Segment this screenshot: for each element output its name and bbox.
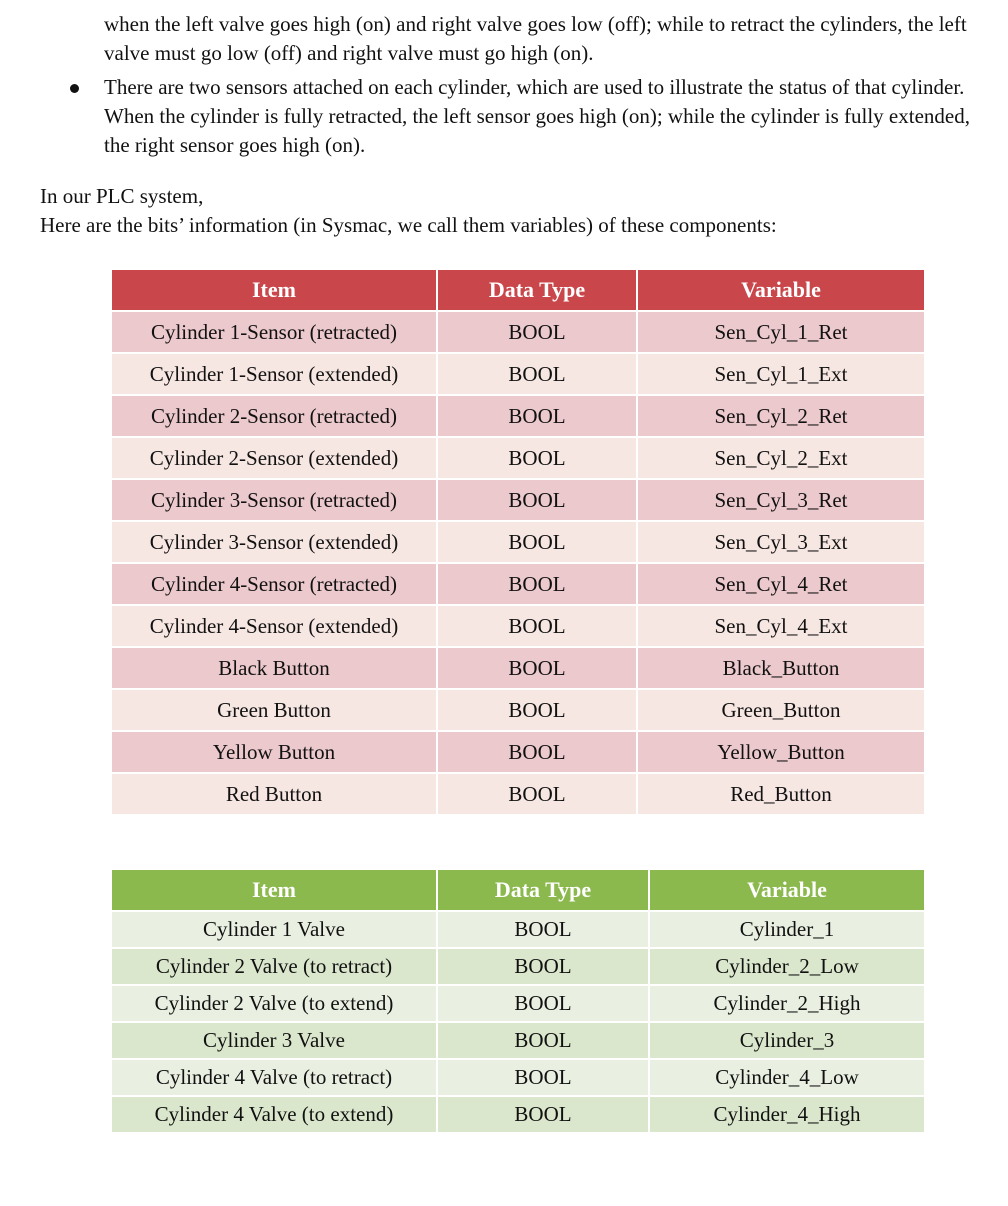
cell-data-type: BOOL <box>437 479 637 521</box>
cell-variable: Black_Button <box>637 647 925 689</box>
cell-data-type: BOOL <box>437 773 637 815</box>
output-variables-table <box>110 868 926 1134</box>
paragraph-continuation: when the left valve goes high (on) and right valve goes low (off); while to retract the cylinders, the left valve must go low (off) and right valve must go high (on). <box>104 12 967 65</box>
cell-item: Cylinder 1 Valve <box>111 911 437 948</box>
cell-variable: Cylinder_1 <box>649 911 925 948</box>
table-row <box>111 647 925 689</box>
intro-line-2: Here are the bits’ information (in Sysmac, we call them variables) of these components: <box>40 213 777 237</box>
table-row <box>111 689 925 731</box>
cell-item: Red Button <box>111 773 437 815</box>
cell-variable: Sen_Cyl_2_Ext <box>637 437 925 479</box>
cell-data-type: BOOL <box>437 1022 649 1059</box>
table-row <box>111 911 925 948</box>
table-header-row <box>111 269 925 311</box>
table-row <box>111 1059 925 1096</box>
cell-variable: Cylinder_4_High <box>649 1096 925 1133</box>
cell-variable: Cylinder_4_Low <box>649 1059 925 1096</box>
cell-item: Cylinder 2 Valve (to retract) <box>111 948 437 985</box>
cell-item: Cylinder 4 Valve (to extend) <box>111 1096 437 1133</box>
header-variable: Variable <box>649 869 925 911</box>
table-row <box>111 985 925 1022</box>
cell-data-type: BOOL <box>437 1059 649 1096</box>
cell-item: Cylinder 2-Sensor (extended) <box>111 437 437 479</box>
cell-item: Cylinder 1-Sensor (retracted) <box>111 311 437 353</box>
table-row <box>111 395 925 437</box>
cell-variable: Cylinder_2_Low <box>649 948 925 985</box>
table-row <box>111 605 925 647</box>
cell-item: Cylinder 4 Valve (to retract) <box>111 1059 437 1096</box>
cell-data-type: BOOL <box>437 395 637 437</box>
header-data-type: Data Type <box>437 269 637 311</box>
cell-data-type: BOOL <box>437 311 637 353</box>
cell-data-type: BOOL <box>437 985 649 1022</box>
cell-data-type: BOOL <box>437 689 637 731</box>
cell-item: Cylinder 3-Sensor (retracted) <box>111 479 437 521</box>
cell-data-type: BOOL <box>437 911 649 948</box>
cell-data-type: BOOL <box>437 437 637 479</box>
table-row <box>111 521 925 563</box>
cell-variable: Red_Button <box>637 773 925 815</box>
table-row <box>111 948 925 985</box>
table-row <box>111 353 925 395</box>
cell-variable: Sen_Cyl_1_Ext <box>637 353 925 395</box>
table-row <box>111 1022 925 1059</box>
cell-variable: Yellow_Button <box>637 731 925 773</box>
cell-item: Green Button <box>111 689 437 731</box>
cell-item: Yellow Button <box>111 731 437 773</box>
table-row <box>111 479 925 521</box>
cell-variable: Sen_Cyl_3_Ret <box>637 479 925 521</box>
cell-data-type: BOOL <box>437 563 637 605</box>
bullet-sensors-text: There are two sensors attached on each cylinder, which are used to illustrate the status of that cylinder. When the cylinder is fully retracted, the left sensor goes high (on); while the cylinder is fully extended, the right sensor goes high (on). <box>104 75 970 157</box>
intro-line-1: In our PLC system, <box>40 184 204 208</box>
cell-data-type: BOOL <box>437 948 649 985</box>
cell-data-type: BOOL <box>437 1096 649 1133</box>
table-row <box>111 1096 925 1133</box>
cell-variable: Sen_Cyl_2_Ret <box>637 395 925 437</box>
header-data-type: Data Type <box>437 869 649 911</box>
cell-item: Cylinder 2 Valve (to extend) <box>111 985 437 1022</box>
cell-variable: Sen_Cyl_3_Ext <box>637 521 925 563</box>
cell-variable: Sen_Cyl_4_Ret <box>637 563 925 605</box>
cell-item: Cylinder 2-Sensor (retracted) <box>111 395 437 437</box>
cell-variable: Cylinder_2_High <box>649 985 925 1022</box>
cell-data-type: BOOL <box>437 647 637 689</box>
table-row <box>111 773 925 815</box>
cell-data-type: BOOL <box>437 521 637 563</box>
cell-variable: Sen_Cyl_1_Ret <box>637 311 925 353</box>
cell-item: Cylinder 3-Sensor (extended) <box>111 521 437 563</box>
cell-data-type: BOOL <box>437 605 637 647</box>
header-item: Item <box>111 869 437 911</box>
cell-variable: Green_Button <box>637 689 925 731</box>
input-variables-table <box>110 268 926 816</box>
table-row <box>111 311 925 353</box>
header-variable: Variable <box>637 269 925 311</box>
table-row <box>111 437 925 479</box>
cell-data-type: BOOL <box>437 353 637 395</box>
header-item: Item <box>111 269 437 311</box>
intro-text <box>40 182 980 240</box>
cell-item: Black Button <box>111 647 437 689</box>
bullet-icon <box>70 84 79 93</box>
table-row <box>111 563 925 605</box>
table-row <box>111 731 925 773</box>
cell-item: Cylinder 3 Valve <box>111 1022 437 1059</box>
cell-variable: Sen_Cyl_4_Ext <box>637 605 925 647</box>
cell-variable: Cylinder_3 <box>649 1022 925 1059</box>
cell-item: Cylinder 4-Sensor (extended) <box>111 605 437 647</box>
cell-item: Cylinder 4-Sensor (retracted) <box>111 563 437 605</box>
cell-item: Cylinder 1-Sensor (extended) <box>111 353 437 395</box>
cell-data-type: BOOL <box>437 731 637 773</box>
table-header-row <box>111 869 925 911</box>
